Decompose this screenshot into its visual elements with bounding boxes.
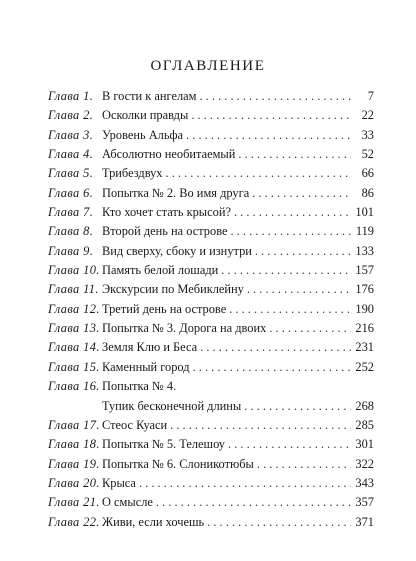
chapter-number: Глава 16. [48, 379, 100, 394]
dot-leader [193, 358, 351, 377]
chapter-number: Глава 13. [48, 321, 100, 336]
page-number: 52 [361, 147, 374, 162]
chapter-title: Попытка № 5. Телешоу [102, 437, 225, 452]
toc-entry [48, 300, 374, 319]
chapter-title: Осколки правды [102, 108, 189, 123]
chapter-number: Глава 17. [48, 417, 100, 432]
page-number: 371 [355, 514, 374, 529]
toc-entry [48, 106, 374, 125]
toc-entry [48, 184, 374, 203]
page-number: 190 [355, 301, 374, 316]
page-number: 231 [355, 340, 374, 355]
dot-leader [244, 397, 351, 416]
dot-leader [252, 184, 351, 203]
toc-entry [48, 203, 374, 222]
page-number: 119 [355, 224, 374, 239]
chapter-title: Попытка № 3. Дорога на двоих [102, 321, 267, 336]
chapter-number: Глава 10. [48, 263, 100, 278]
toc-entry [48, 145, 374, 164]
dot-leader [199, 87, 351, 106]
toc-entry [48, 455, 374, 474]
page-number: 357 [355, 495, 374, 510]
dot-leader [234, 203, 351, 222]
toc-entry [48, 280, 374, 299]
toc-entry [48, 126, 374, 145]
toc-entry [48, 261, 374, 280]
chapter-title: Уровень Альфа [102, 127, 184, 142]
dot-leader [170, 416, 351, 435]
chapter-title: Земля Клю и Беса [102, 340, 198, 355]
chapter-number: Глава 1. [48, 89, 94, 103]
chapter-number: Глава 20. [48, 475, 100, 490]
page-number: 285 [355, 417, 374, 432]
chapter-number: Глава 22. [48, 514, 100, 529]
chapter-number: Глава 18. [48, 437, 100, 452]
chapter-number: Глава 14. [48, 340, 100, 355]
chapter-title: О смысле [102, 495, 153, 510]
chapter-number: Глава 12. [48, 301, 100, 316]
page-number: 86 [361, 185, 374, 200]
page-number: 33 [361, 127, 374, 142]
toc-entry [48, 416, 374, 435]
dot-leader [186, 126, 351, 145]
page-number: 157 [355, 263, 374, 278]
page-number: 322 [355, 456, 374, 471]
page-number: 216 [355, 321, 374, 336]
dot-leader [139, 474, 351, 493]
page-number: 252 [355, 359, 374, 374]
chapter-number: Глава 21. [48, 495, 100, 510]
dot-leader [200, 338, 351, 357]
dot-leader [228, 435, 351, 454]
chapter-title: Попытка № 6. Слоникотюбы [102, 456, 254, 471]
toc-entry [48, 493, 374, 512]
page-title: ОГЛАВЛЕНИЕ [150, 58, 266, 74]
page-number: 22 [361, 108, 374, 123]
page-number: 7 [367, 89, 374, 103]
chapter-title: Крыса [102, 475, 136, 490]
chapter-number: Глава 9. [48, 243, 94, 258]
dot-leader [269, 319, 351, 338]
chapter-number: Глава 3. [48, 127, 94, 142]
page-number: 268 [355, 398, 374, 413]
chapter-number: Глава 5. [48, 166, 94, 181]
toc-entry [48, 513, 374, 532]
chapter-title: Попытка № 2. Во имя друга [102, 185, 250, 200]
chapter-number: Глава 4. [48, 147, 94, 162]
toc-entry [48, 222, 374, 241]
toc-entry [48, 319, 374, 338]
chapter-title: Второй день на острове [102, 224, 228, 239]
chapter-title: В гости к ангелам [102, 89, 197, 103]
page-number: 133 [355, 243, 374, 258]
chapter-title: Память белой лошади [102, 263, 219, 278]
chapter-title: Вид сверху, сбоку и изнутри [102, 243, 252, 258]
toc-entry [48, 358, 374, 377]
chapter-title: Кто хочет стать крысой? [102, 205, 231, 220]
toc-entry [48, 242, 374, 261]
chapter-title: Абсолютно необитаемый [102, 147, 236, 162]
dot-leader [221, 261, 351, 280]
chapter-title: Экскурсии по Мебиклейну [102, 282, 244, 297]
toc-entry [48, 435, 374, 454]
dot-leader [229, 300, 351, 319]
dot-leader [166, 164, 351, 183]
dot-leader [238, 145, 351, 164]
dot-leader [191, 106, 351, 125]
chapter-title: Стеос Куаси [102, 417, 168, 432]
chapter-title: Живи, если хочешь [102, 514, 205, 529]
toc-entry [48, 164, 374, 183]
dot-leader [230, 222, 351, 241]
chapter-number: Глава 7. [48, 205, 94, 220]
toc-entry [48, 474, 374, 493]
page-number: 101 [355, 205, 374, 220]
page-number: 343 [355, 475, 374, 490]
table-of-contents [48, 87, 374, 532]
chapter-title: Попытка № 4. [102, 379, 177, 394]
chapter-number: Глава 11. [48, 282, 99, 297]
chapter-title: Каменный город [102, 359, 190, 374]
chapter-title-continued: Тупик бесконечной длины [102, 398, 242, 413]
dot-leader [257, 455, 351, 474]
chapter-number: Глава 8. [48, 224, 94, 239]
toc-entry-continuation [48, 397, 374, 416]
toc-entry [48, 377, 374, 396]
dot-leader [207, 513, 351, 532]
chapter-number: Глава 15. [48, 359, 100, 374]
dot-leader [156, 493, 351, 512]
chapter-number: Глава 6. [48, 185, 94, 200]
chapter-number: Глава 19. [48, 456, 100, 471]
chapter-title: Третий день на острове [102, 301, 227, 316]
toc-entry [48, 87, 374, 106]
chapter-title: Трибездвух [102, 166, 163, 181]
page-number: 301 [355, 437, 374, 452]
page-number: 176 [355, 282, 374, 297]
chapter-number: Глава 2. [48, 108, 94, 123]
dot-leader [255, 242, 351, 261]
page-number: 66 [361, 166, 374, 181]
dot-leader [247, 280, 351, 299]
toc-entry [48, 338, 374, 357]
